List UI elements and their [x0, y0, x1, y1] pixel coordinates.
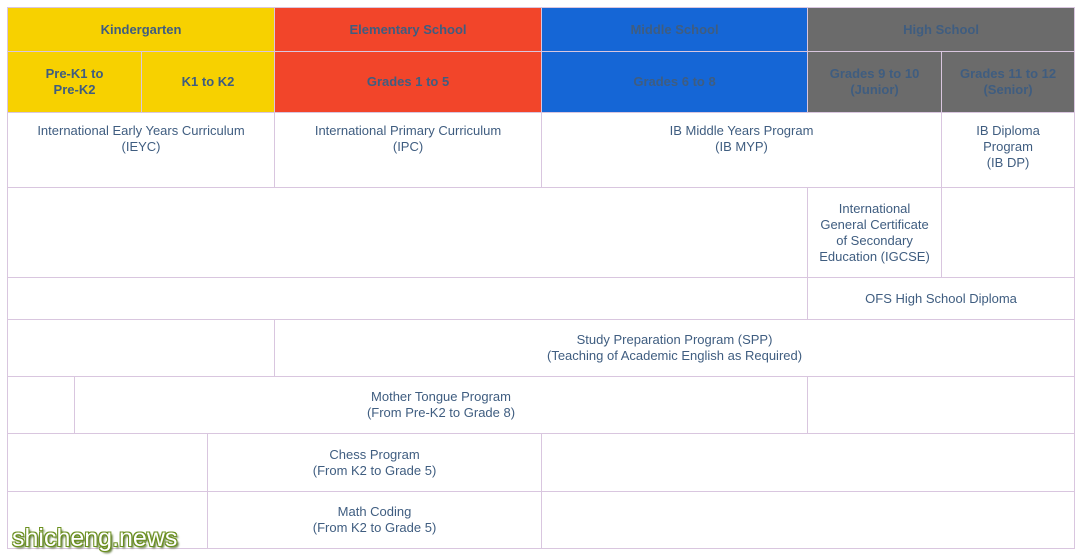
grade-prek: [8, 52, 142, 113]
program-igcse-line3: of Secondary: [836, 232, 913, 248]
program-ofs-diploma: OFS High School Diploma: [808, 278, 1075, 320]
grade-prek-line1: Pre-K1 to: [45, 66, 104, 81]
grade-1-to-5: Grades 1 to 5: [275, 52, 542, 113]
empty-cell: [542, 434, 1075, 492]
program-ib-dp-line3: (IB DP): [986, 155, 1030, 170]
header-middle-school: Middle School: [542, 8, 808, 52]
empty-cell: [8, 188, 808, 278]
grade-prek-line2: Pre-K2: [53, 82, 96, 97]
school-level-header-row: [8, 8, 1075, 52]
program-ib-myp-name: IB Middle Years Program: [669, 123, 814, 138]
empty-cell: [8, 278, 808, 320]
program-chess-name: Chess Program: [329, 446, 420, 462]
empty-cell: [542, 492, 1075, 549]
program-row-mother-tongue: [8, 377, 1075, 434]
header-kindergarten: Kindergarten: [8, 8, 275, 52]
program-igcse-line1: International: [838, 200, 911, 216]
curriculum-table: [7, 7, 1075, 549]
program-igcse-line4: Education (IGCSE): [819, 248, 930, 264]
program-chess: [208, 434, 542, 492]
empty-cell: [8, 434, 208, 492]
program-spp: [275, 320, 1075, 377]
program-ib-myp: [542, 113, 942, 188]
grade-9-to-10-line1: Grades 9 to 10: [829, 66, 920, 81]
grade-6-to-8: Grades 6 to 8: [542, 52, 808, 113]
program-mother-tongue: [75, 377, 808, 434]
program-ib-dp-line2: Program: [983, 139, 1033, 154]
watermark-text: shicheng.news: [12, 524, 178, 552]
program-math-coding-range: (From K2 to Grade 5): [312, 520, 437, 535]
program-math-coding-name: Math Coding: [337, 504, 412, 519]
program-spp-note: (Teaching of Academic English as Required): [546, 348, 803, 363]
program-ipc: [275, 113, 542, 188]
grade-k1-k2: K1 to K2: [142, 52, 275, 113]
program-row-spp: [8, 320, 1075, 377]
header-high-school: High School: [808, 8, 1075, 52]
program-row-ofs: [8, 278, 1075, 320]
program-ieyc: [8, 113, 275, 188]
program-ieyc-name: International Early Years Curriculum: [37, 123, 245, 138]
program-igcse: [808, 188, 942, 278]
empty-cell: [942, 188, 1075, 278]
grade-9-to-10-line2: (Junior): [850, 82, 899, 97]
empty-cell: [8, 320, 275, 377]
grade-11-to-12-line2: (Senior): [983, 82, 1033, 97]
program-ib-dp-line1: IB Diploma: [976, 123, 1040, 138]
program-row-chess: [8, 434, 1075, 492]
grade-header-row: [8, 52, 1075, 113]
program-igcse-line2: General Certificate: [820, 216, 929, 232]
grade-9-to-10: [808, 52, 942, 113]
program-row-igcse: [8, 188, 1075, 278]
program-ipc-name: International Primary Curriculum: [314, 123, 502, 138]
empty-cell: [8, 377, 75, 434]
program-chess-range: (From K2 to Grade 5): [312, 462, 437, 478]
program-ib-dp: [942, 113, 1075, 188]
program-ib-myp-abbr: (IB MYP): [715, 139, 768, 154]
program-math-coding: [208, 492, 542, 549]
header-elementary-school: Elementary School: [275, 8, 542, 52]
program-ieyc-abbr: (IEYC): [121, 139, 161, 154]
program-row-ib: [8, 113, 1075, 188]
grade-11-to-12: [942, 52, 1075, 113]
program-mother-tongue-name: Mother Tongue Program: [371, 389, 511, 404]
program-mother-tongue-range: (From Pre-K2 to Grade 8): [366, 405, 516, 420]
empty-cell: [808, 377, 1075, 434]
program-spp-name: Study Preparation Program (SPP): [576, 332, 773, 347]
grade-11-to-12-line1: Grades 11 to 12: [959, 66, 1057, 81]
program-ipc-abbr: (IPC): [392, 139, 424, 154]
